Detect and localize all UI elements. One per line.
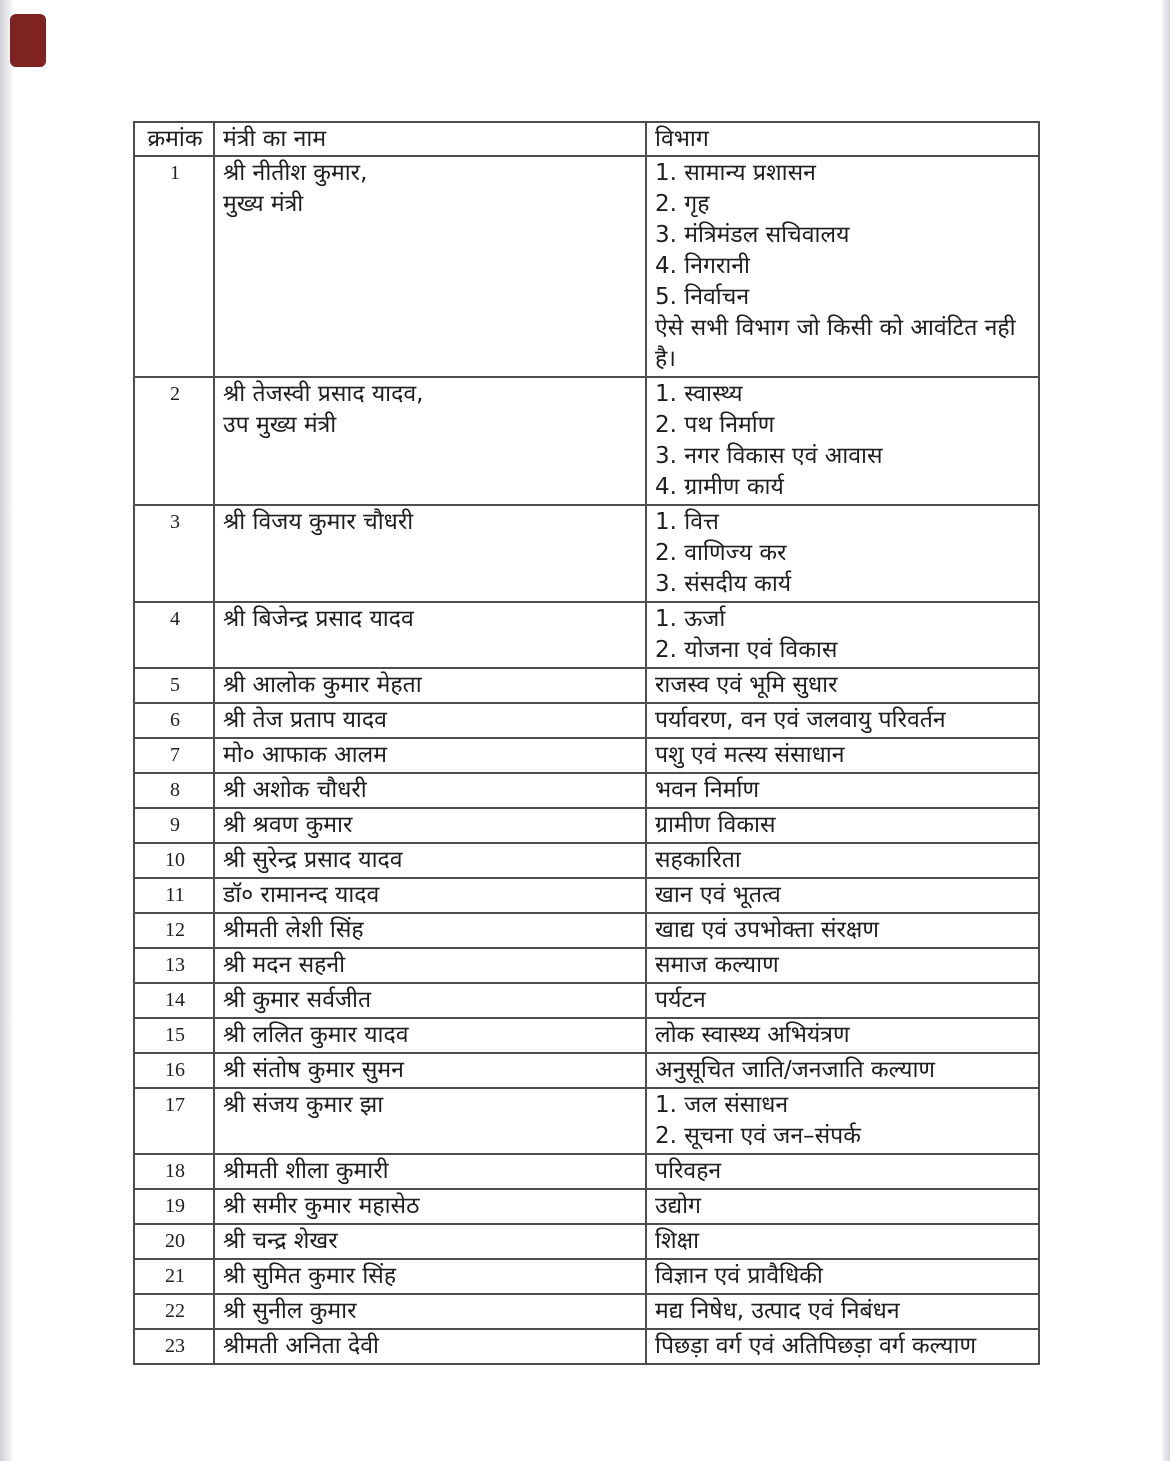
department-cell [646, 156, 1039, 377]
serial-number-cell [134, 773, 214, 808]
serial-number-cell [134, 738, 214, 773]
minister-name-line: मुख्य मंत्री [223, 191, 304, 217]
serial-number: 8 [170, 779, 180, 801]
page-right-edge-shadow [1161, 0, 1170, 1461]
department-cell [646, 1053, 1039, 1088]
minister-name-line: श्री तेज प्रताप यादव [223, 707, 387, 733]
serial-number: 11 [165, 884, 185, 906]
serial-number: 4 [170, 608, 180, 630]
department-line: पर्यटन [655, 987, 706, 1013]
department-cell [646, 948, 1039, 983]
serial-number: 22 [165, 1300, 185, 1322]
department-line: 1. स्वास्थ्य [655, 381, 743, 407]
department-cell [646, 1224, 1039, 1259]
department-cell [646, 602, 1039, 668]
department-line: 1. सामान्य प्रशासन [655, 160, 816, 186]
table-row [134, 1224, 1039, 1259]
minister-name-cell [214, 703, 646, 738]
department-line: 3. मंत्रिमंडल सचिवालय [655, 222, 850, 248]
serial-number-cell [134, 668, 214, 703]
department-cell [646, 1018, 1039, 1053]
minister-name-line: श्री नीतीश कुमार, [223, 160, 368, 186]
department-cell [646, 843, 1039, 878]
table-row [134, 505, 1039, 602]
header-minister-name: मंत्री का नाम [214, 122, 646, 156]
table-row [134, 602, 1039, 668]
minister-name-cell [214, 1294, 646, 1329]
department-line: उद्योग [655, 1193, 702, 1219]
serial-number: 23 [165, 1335, 185, 1357]
serial-number: 6 [170, 709, 180, 731]
header-serial-number: क्रमांक [134, 122, 214, 156]
department-line: 2. सूचना एवं जन–संपर्क [655, 1123, 861, 1149]
table-row [134, 843, 1039, 878]
table-row [134, 1329, 1039, 1364]
table-row [134, 1154, 1039, 1189]
serial-number-cell [134, 1018, 214, 1053]
table-row [134, 703, 1039, 738]
department-line: लोक स्वास्थ्य अभियंत्रण [655, 1022, 850, 1048]
minister-name-cell [214, 948, 646, 983]
minister-name-line: श्री तेजस्वी प्रसाद यादव, [223, 381, 424, 407]
department-line: राजस्व एवं भूमि सुधार [655, 672, 838, 698]
department-line: सहकारिता [655, 847, 741, 873]
department-cell [646, 913, 1039, 948]
minister-name-line: श्रीमती लेशी सिंह [223, 917, 364, 943]
department-line: 2. वाणिज्य कर [655, 540, 787, 566]
department-line: परिवहन [655, 1158, 722, 1184]
table-row [134, 808, 1039, 843]
department-cell [646, 703, 1039, 738]
minister-name-line: श्री सुनील कुमार [223, 1298, 357, 1324]
department-line: समाज कल्याण [655, 952, 779, 978]
minister-name-cell [214, 1259, 646, 1294]
serial-number-cell [134, 1294, 214, 1329]
department-line: 1. जल संसाधन [655, 1092, 789, 1118]
minister-name-line: उप मुख्य मंत्री [223, 412, 337, 438]
table-header-row [134, 122, 1039, 156]
department-cell [646, 1294, 1039, 1329]
minister-name-line: श्री सुरेन्द्र प्रसाद यादव [223, 847, 403, 873]
serial-number-cell [134, 377, 214, 505]
department-line: भवन निर्माण [655, 777, 760, 803]
table-row [134, 1259, 1039, 1294]
serial-number-cell [134, 913, 214, 948]
department-line: 1. वित्त [655, 509, 719, 535]
header-department: विभाग [646, 122, 1039, 156]
serial-number: 12 [165, 919, 185, 941]
department-line: 1. ऊर्जा [655, 606, 726, 632]
table-row [134, 1294, 1039, 1329]
minister-name-line: श्री मदन सहनी [223, 952, 346, 978]
serial-number: 15 [165, 1024, 185, 1046]
minister-name-cell [214, 913, 646, 948]
serial-number-cell [134, 156, 214, 377]
serial-number: 13 [165, 954, 185, 976]
table-row [134, 983, 1039, 1018]
minister-name-cell [214, 1189, 646, 1224]
serial-number: 17 [165, 1094, 185, 1116]
minister-name-line: डॉ० रामानन्द यादव [223, 882, 380, 908]
serial-number-cell [134, 843, 214, 878]
serial-number: 1 [170, 162, 180, 184]
serial-number-cell [134, 948, 214, 983]
table-row [134, 878, 1039, 913]
department-line: 5. निर्वाचन [655, 284, 750, 310]
serial-number-cell [134, 878, 214, 913]
minister-name-cell [214, 1224, 646, 1259]
minister-name-cell [214, 1018, 646, 1053]
corner-red-badge [10, 14, 46, 67]
department-cell [646, 983, 1039, 1018]
minister-name-cell [214, 773, 646, 808]
serial-number: 21 [165, 1265, 185, 1287]
serial-number: 9 [170, 814, 180, 836]
minister-name-line: मो० आफाक आलम [223, 742, 388, 768]
table-row [134, 1088, 1039, 1154]
serial-number: 2 [170, 383, 180, 405]
minister-name-line: श्री समीर कुमार महासेठ [223, 1193, 420, 1219]
minister-name-cell [214, 602, 646, 668]
minister-name-line: श्री संतोष कुमार सुमन [223, 1057, 404, 1083]
minister-name-cell [214, 1053, 646, 1088]
department-cell [646, 738, 1039, 773]
serial-number-cell [134, 602, 214, 668]
table-row [134, 1018, 1039, 1053]
department-line: पर्यावरण, वन एवं जलवायु परिवर्तन [655, 707, 946, 733]
minister-name-cell [214, 878, 646, 913]
table-row [134, 738, 1039, 773]
minister-name-line: श्री सुमित कुमार सिंह [223, 1263, 397, 1289]
department-cell [646, 1088, 1039, 1154]
serial-number-cell [134, 1154, 214, 1189]
serial-number-cell [134, 1329, 214, 1364]
minister-name-line: श्री चन्द्र शेखर [223, 1228, 338, 1254]
department-line: 2. गृह [655, 191, 710, 217]
serial-number: 16 [165, 1059, 185, 1081]
serial-number-cell [134, 505, 214, 602]
minister-name-line: श्री विजय कुमार चौधरी [223, 509, 414, 535]
table-row [134, 1189, 1039, 1224]
ministers-departments-table [133, 121, 1040, 1365]
department-line: मद्य निषेध, उत्पाद एवं निबंधन [655, 1298, 900, 1324]
minister-name-line: श्री संजय कुमार झा [223, 1092, 384, 1118]
minister-name-cell [214, 1329, 646, 1364]
serial-number: 10 [165, 849, 185, 871]
minister-name-line: श्री बिजेन्द्र प्रसाद यादव [223, 606, 414, 632]
department-cell [646, 1189, 1039, 1224]
department-line: 3. नगर विकास एवं आवास [655, 443, 883, 469]
serial-number: 14 [165, 989, 185, 1011]
department-line: पशु एवं मत्स्य संसाधान [655, 742, 845, 768]
serial-number-cell [134, 1088, 214, 1154]
department-cell [646, 377, 1039, 505]
minister-name-cell [214, 156, 646, 377]
minister-name-line: श्री कुमार सर्वजीत [223, 987, 372, 1013]
serial-number-cell [134, 1259, 214, 1294]
table-row [134, 668, 1039, 703]
serial-number: 18 [165, 1160, 185, 1182]
department-cell [646, 773, 1039, 808]
minister-name-line: श्री ललित कुमार यादव [223, 1022, 409, 1048]
department-line: पिछड़ा वर्ग एवं अतिपिछड़ा वर्ग कल्याण [655, 1333, 977, 1359]
department-line: 2. पथ निर्माण [655, 412, 775, 438]
table-row [134, 377, 1039, 505]
department-line: 3. संसदीय कार्य [655, 571, 792, 597]
serial-number-cell [134, 1189, 214, 1224]
minister-name-cell [214, 505, 646, 602]
minister-name-cell [214, 1154, 646, 1189]
department-line: 4. निगरानी [655, 253, 751, 279]
department-cell [646, 1329, 1039, 1364]
table-row [134, 913, 1039, 948]
department-line: 2. योजना एवं विकास [655, 637, 838, 663]
minister-name-cell [214, 1088, 646, 1154]
department-cell [646, 808, 1039, 843]
minister-name-cell [214, 377, 646, 505]
department-line: खाद्य एवं उपभोक्ता संरक्षण [655, 917, 879, 943]
department-cell [646, 1154, 1039, 1189]
department-line: अनुसूचित जाति/जनजाति कल्याण [655, 1057, 936, 1083]
serial-number-cell [134, 808, 214, 843]
serial-number-cell [134, 1224, 214, 1259]
serial-number: 20 [165, 1230, 185, 1252]
minister-name-cell [214, 983, 646, 1018]
department-cell [646, 668, 1039, 703]
minister-name-cell [214, 843, 646, 878]
table-row [134, 773, 1039, 808]
minister-name-cell [214, 668, 646, 703]
minister-name-line: श्री अशोक चौधरी [223, 777, 367, 803]
department-line: शिक्षा [655, 1228, 700, 1254]
minister-name-cell [214, 808, 646, 843]
department-cell [646, 878, 1039, 913]
serial-number-cell [134, 703, 214, 738]
serial-number-cell [134, 1053, 214, 1088]
table-row [134, 156, 1039, 377]
minister-name-cell [214, 738, 646, 773]
minister-name-line: श्री श्रवण कुमार [223, 812, 353, 838]
department-line: खान एवं भूतत्व [655, 882, 781, 908]
department-cell [646, 1259, 1039, 1294]
minister-name-line: श्रीमती शीला कुमारी [223, 1158, 389, 1184]
serial-number-cell [134, 983, 214, 1018]
department-line: ग्रामीण विकास [655, 812, 776, 838]
department-cell [646, 505, 1039, 602]
serial-number: 3 [170, 511, 180, 533]
minister-name-line: श्री आलोक कुमार मेहता [223, 672, 422, 698]
department-line: 4. ग्रामीण कार्य [655, 474, 784, 500]
department-line: विज्ञान एवं प्रावैधिकी [655, 1263, 823, 1289]
page-left-edge-shadow [0, 0, 14, 1461]
table-row [134, 1053, 1039, 1088]
serial-number: 5 [170, 674, 180, 696]
serial-number: 7 [170, 744, 180, 766]
serial-number: 19 [165, 1195, 185, 1217]
minister-name-line: श्रीमती अनिता देवी [223, 1333, 380, 1359]
table-row [134, 948, 1039, 983]
department-line: ऐसे सभी विभाग जो किसी को आवंटित नही है। [655, 315, 1016, 372]
